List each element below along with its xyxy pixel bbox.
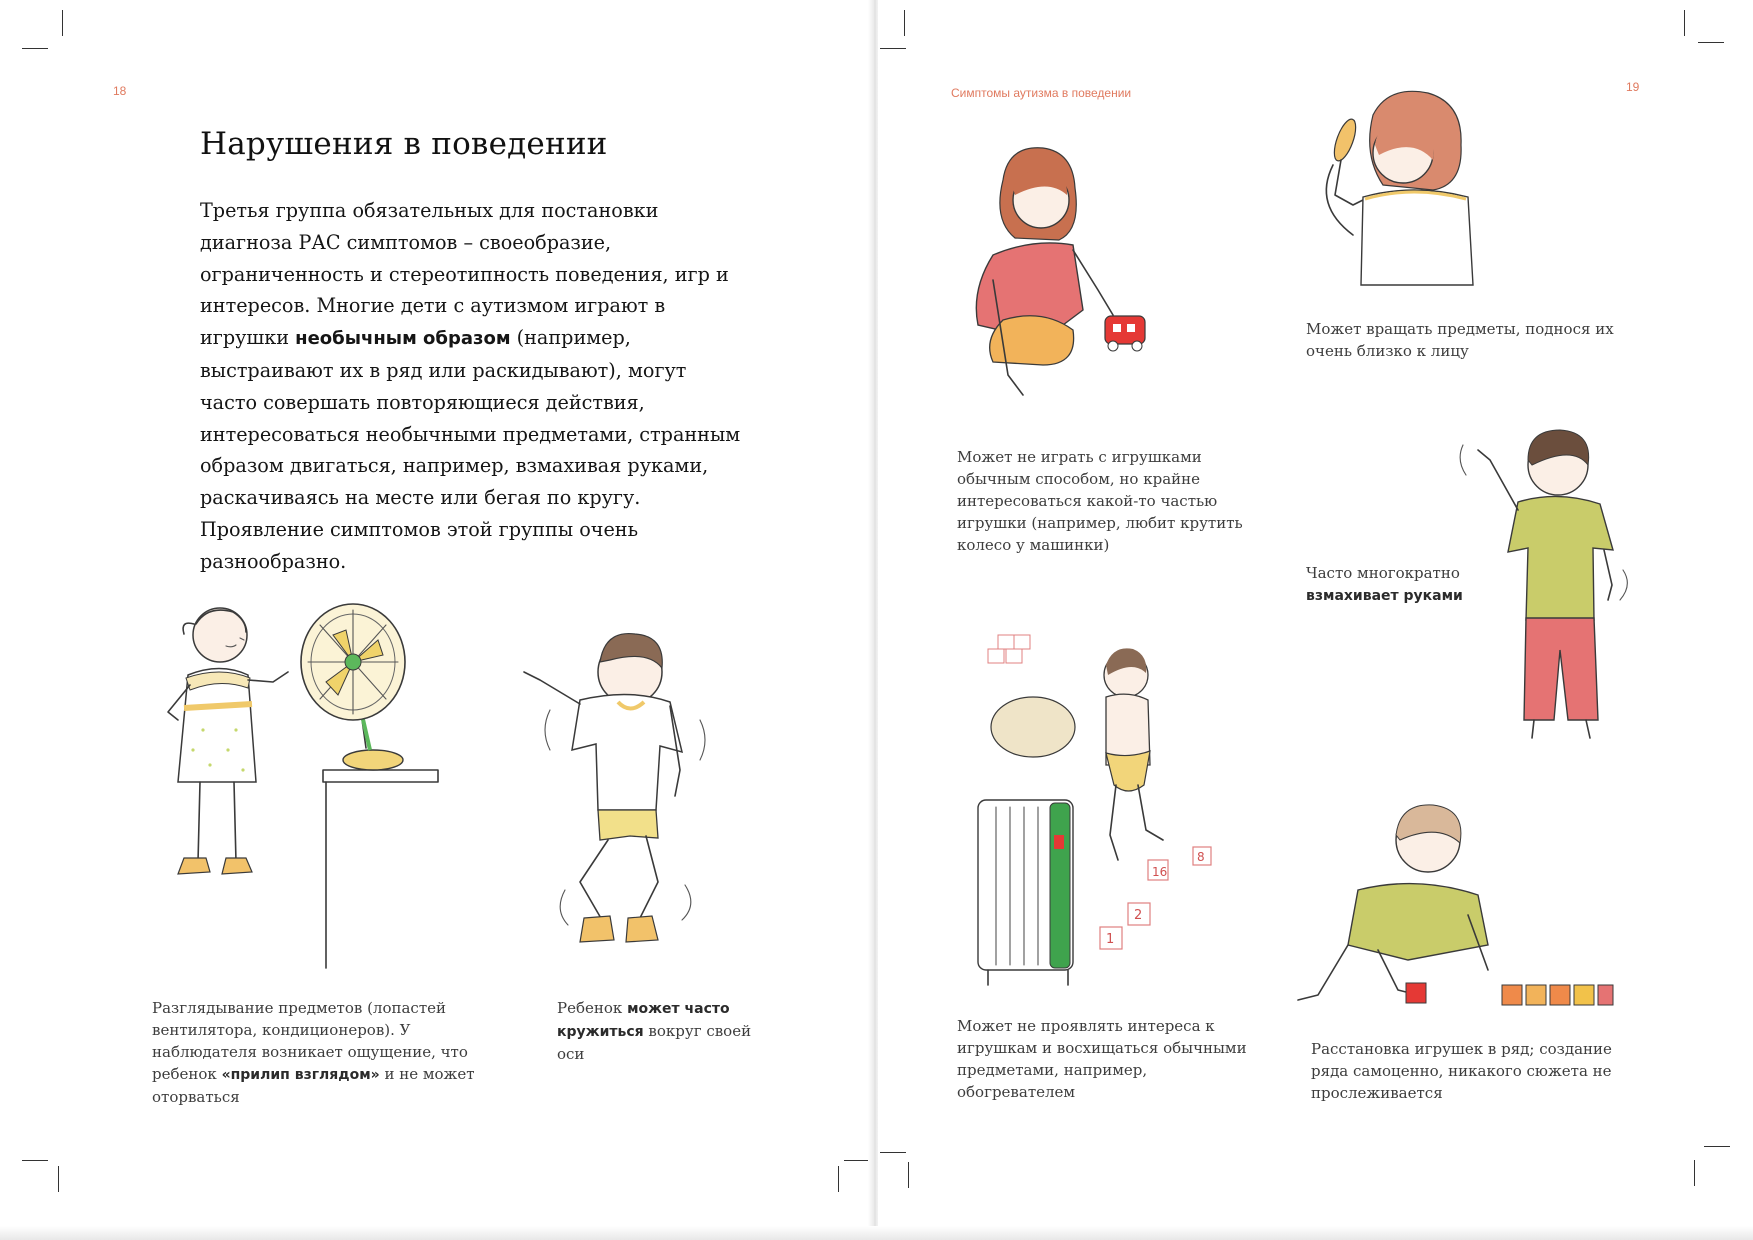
crop-mark [58, 1166, 59, 1192]
child-rotating-object-illustration [1303, 85, 1493, 300]
crop-mark [1684, 10, 1685, 36]
child-lining-up-toys-illustration [1288, 795, 1613, 1015]
caption-heater: Может не проявлять интереса к игрушкам и восхищаться обычными предметами, например, обогревателем [957, 1017, 1247, 1101]
crop-mark [838, 1166, 839, 1192]
cube-label: 1 [1106, 932, 1115, 947]
caption-wave [1306, 562, 1466, 607]
caption-fan-text-2: и не может оторваться [152, 1065, 475, 1106]
girl-with-fan-illustration [148, 600, 448, 980]
caption-fan-bold: «прилип взглядом» [221, 1067, 380, 1083]
crop-mark [1694, 1160, 1695, 1186]
crop-mark [880, 48, 906, 49]
running-head: Симптомы аутизма в поведении [951, 86, 1132, 100]
caption-fan [152, 997, 502, 1108]
lead-text-1: Третья группа обязательных для постановки диагноза РАС симптомов – своеобразие, ограниченность и стереотипность поведения, игр и интересов. Многие дети с аутизмом играют в игрушки [200, 199, 729, 350]
cube-label: 8 [1197, 850, 1205, 864]
caption-fan-text-1: Разглядывание предметов (лопастей вентилятора, кондиционеров). У наблюдателя возникает ощущение, что ребенок [152, 999, 468, 1083]
caption-wave-bold: взмахивает руками [1306, 588, 1463, 604]
page-title: Нарушения в поведении [200, 126, 608, 162]
caption-spinning-text-1: Ребенок [557, 999, 628, 1017]
caption-spinning-text-2: вокруг своей оси [557, 1022, 752, 1063]
lead-text-2: (например, выстраивают их в ряд или раскидывают), могут часто совершать повторяющиеся действия, интересоваться необычными предметами, странным образом двигаться, например, взмахивая руками, раскачиваясь на месте или бегая по кругу. Проявление симптомов этой группы очень разнообразно. [200, 326, 741, 573]
crop-mark [1704, 1146, 1730, 1147]
crop-mark [22, 48, 48, 49]
crop-mark [62, 10, 63, 36]
caption-rotate: Может вращать предметы, поднося их очень близко к лицу [1306, 320, 1614, 360]
page-number: 19 [1626, 80, 1640, 94]
lead-paragraph [200, 195, 745, 578]
crop-mark [904, 10, 905, 36]
caption-spinning-bold: может часто кружиться [557, 1001, 730, 1040]
crop-mark [22, 1160, 48, 1161]
crop-mark [844, 1160, 870, 1161]
crop-mark [880, 1152, 906, 1153]
page-bottom-edge [0, 1226, 1753, 1240]
lead-bold-phrase: необычным образом [295, 328, 511, 350]
caption-wave-text: Часто многократно [1306, 564, 1460, 582]
cube-label: 16 [1152, 865, 1168, 879]
page-number: 18 [113, 84, 127, 98]
crop-mark [1698, 42, 1724, 43]
right-page [878, 0, 1753, 1240]
cube-label: 2 [1134, 908, 1143, 923]
caption-toy-car: Может не играть с игрушками обычным способом, но крайне интересоваться какой-то частью игрушки (например, любит крутить колесо у машинки) [957, 448, 1243, 554]
left-page [0, 0, 872, 1240]
girl-with-toy-car-illustration [963, 140, 1173, 430]
heater-and-toddler-illustration [978, 635, 1298, 1005]
caption-spinning [557, 997, 772, 1065]
spinning-boy-illustration [510, 620, 750, 970]
caption-row: Расстановка игрушек в ряд; создание ряда самоценно, никакого сюжета не прослеживается [1311, 1040, 1612, 1102]
crop-mark [908, 1162, 909, 1188]
